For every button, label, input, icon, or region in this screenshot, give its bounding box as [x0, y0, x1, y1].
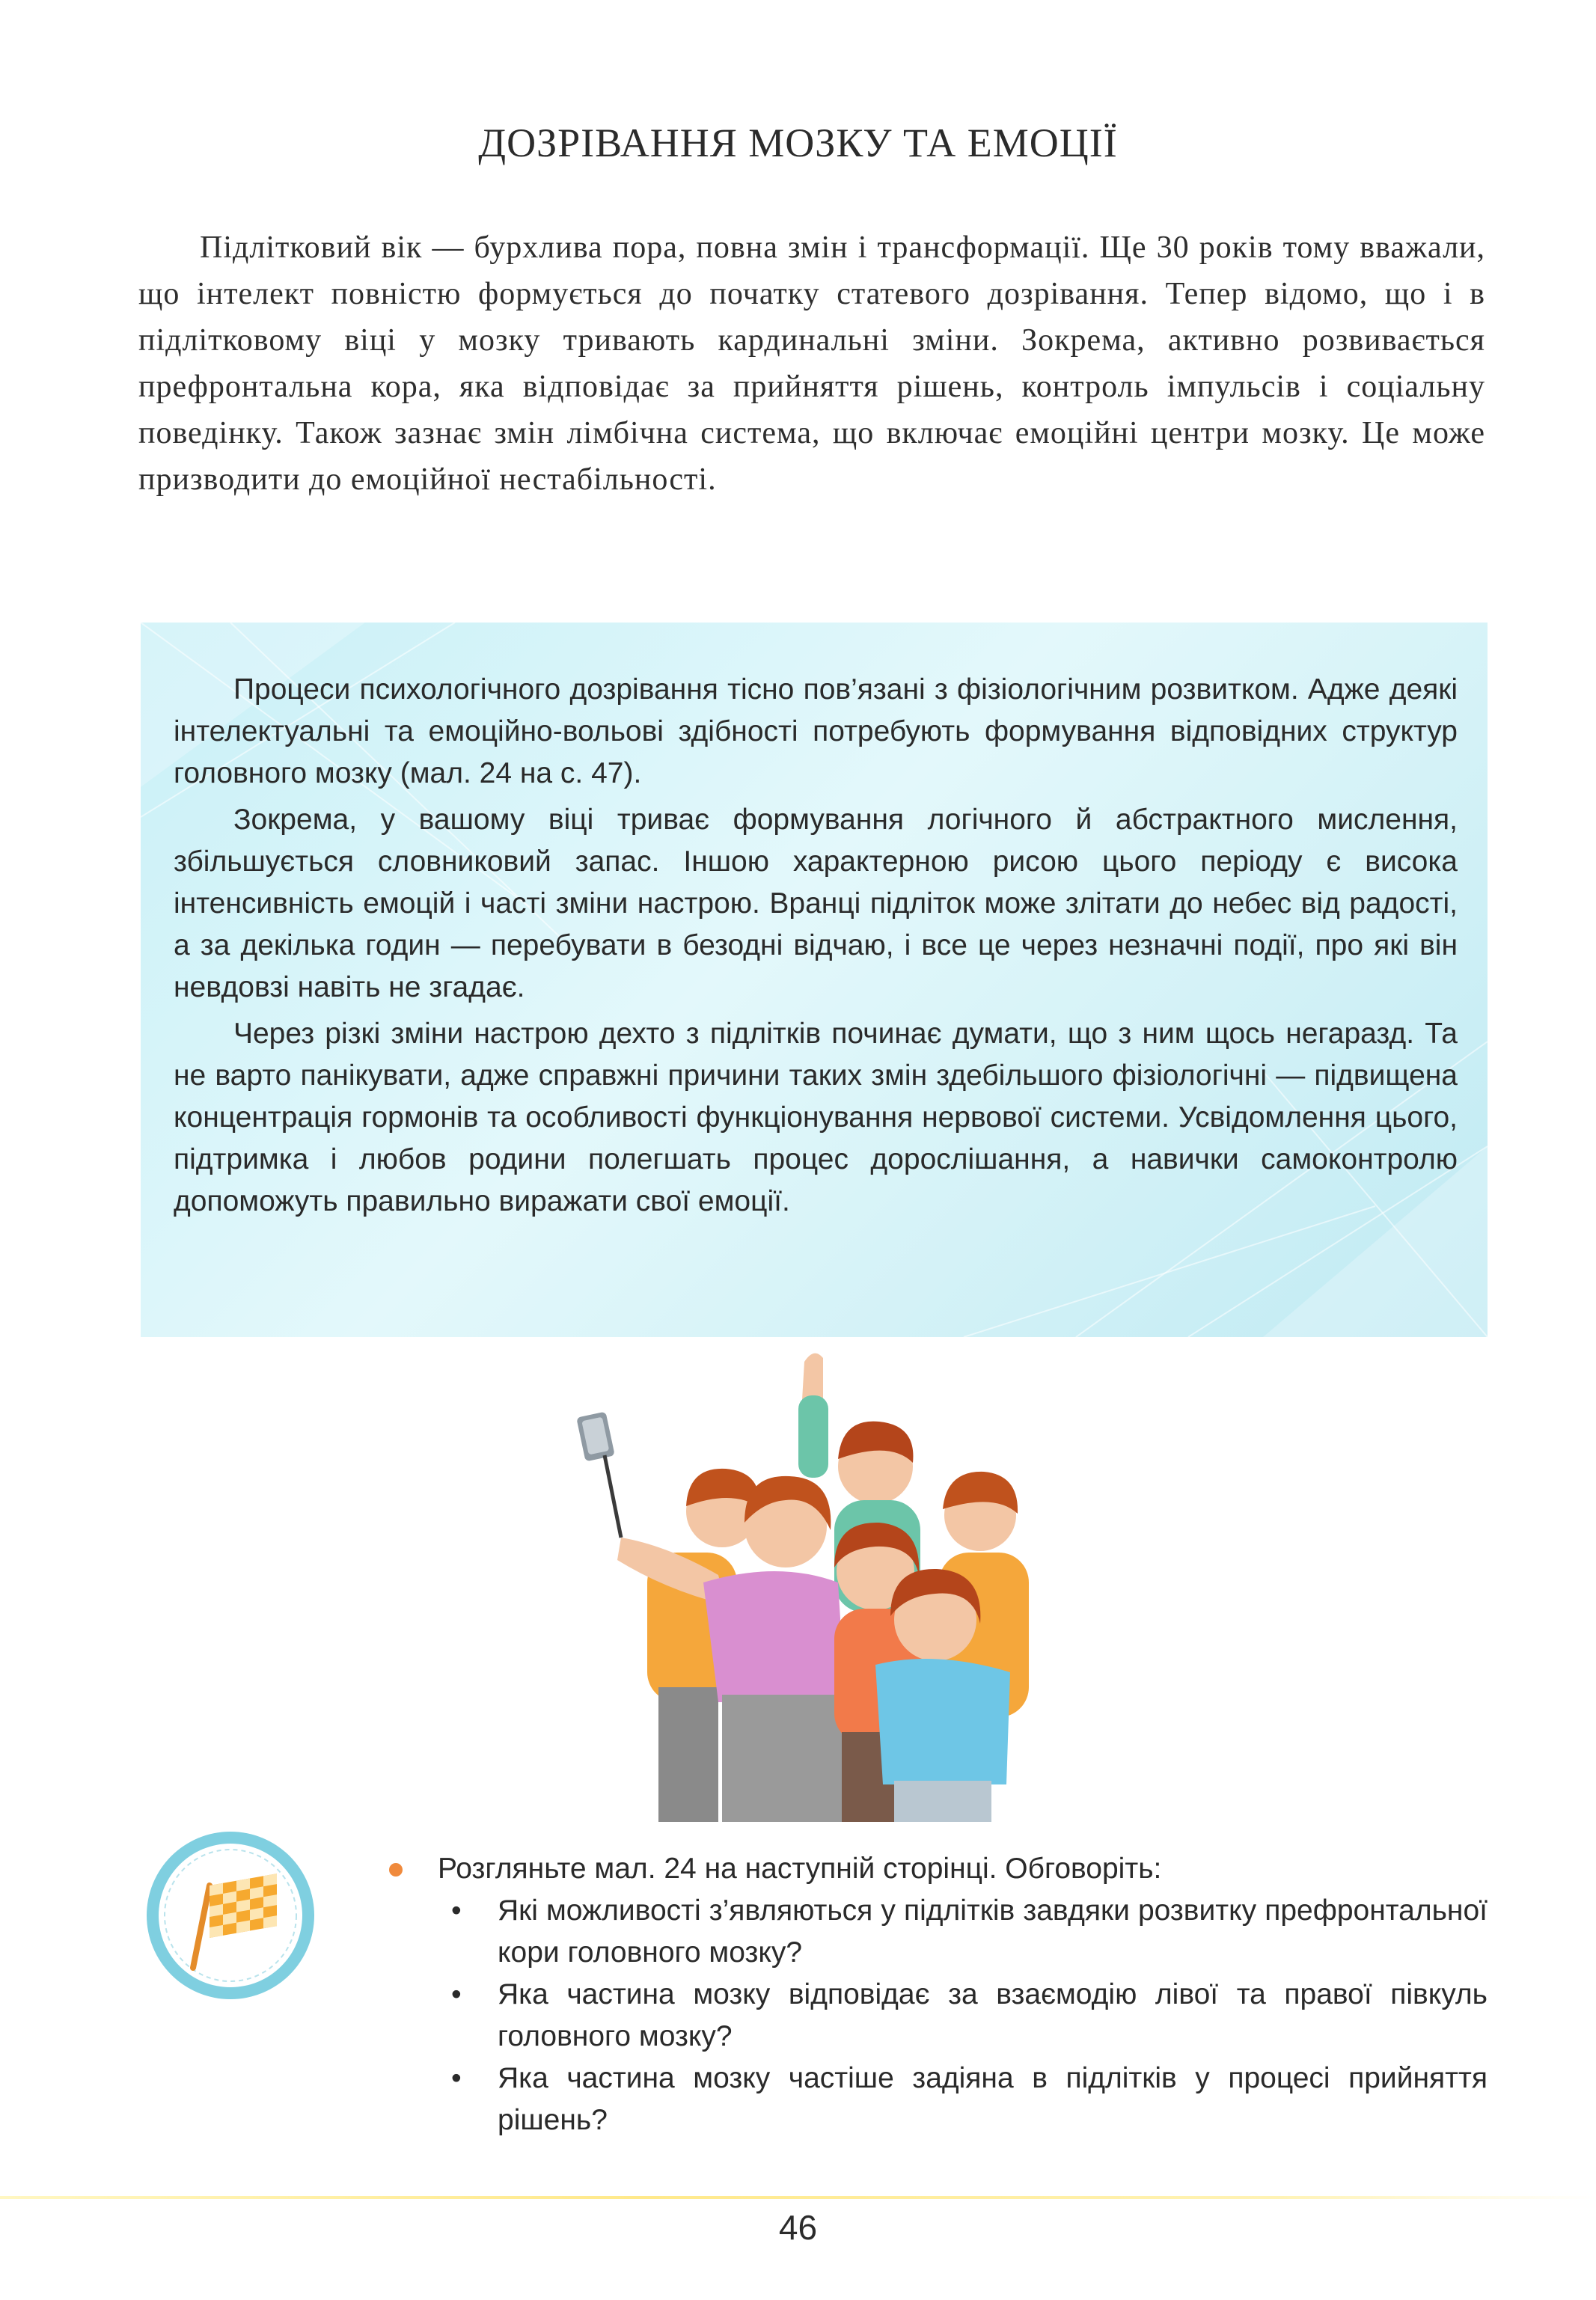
info-paragraph-3: Через різкі зміни настрою дехто з підлітків починає думати, що з ним щось негаразд. Та не варто панікувати, адже справжні причини таких змін здебільшого фізіологічні — підвищена концентрація гормонів та особливості функціонування нервової системи. Усвідомлення цього, підтримка і любов родини полегшать процес дорослішання, а навички самоконтролю допоможуть правильно виражати свої емоції.	[174, 1018, 1458, 1217]
info-box-text	[174, 669, 1458, 1227]
page-number: 46	[778, 2208, 818, 2247]
discussion-questions	[389, 1848, 1488, 2141]
orange-bullet-icon	[389, 1863, 403, 1877]
footer-divider	[0, 2196, 1596, 2199]
page-title: ДОЗРІВАННЯ МОЗКУ ТА ЕМОЦІЇ	[478, 120, 1118, 165]
questions-list	[389, 1890, 1488, 2141]
questions-lead-text: Розгляньте мал. 24 на наступній сторінці. Обговоріть:	[438, 1853, 1162, 1885]
question-item-1: • Які можливості з’являються у підлітків завдяки розвитку префронтальної кори головного мозку?	[438, 1890, 1488, 1974]
info-box	[141, 623, 1488, 1337]
info-paragraph-1: Процеси психологічного дозрівання тісно пов’язані з фізіологічним розвитком. Адже деякі інтелектуальні та емоційно-вольові здібності потребують формування відповідних структур головного мозку (мал. 24 на с. 47).	[174, 673, 1458, 789]
info-paragraph-2: Зокрема, у вашому віці триває формування логічного й абстрактного мислення, збільшується словниковий запас. Іншою характерною рисою цього періоду є висока інтенсивність емоцій і часті зміни настрою. Вранці підліток може злітати до небес від радості, а за декілька годин — перебувати в безодні відчаю, і все це через незначні події, про які він невдовзі навіть не згадає.	[174, 804, 1458, 1003]
intro-paragraph: Підлітковий вік — бурхлива пора, повна змін і трансформації. Ще 30 років тому вважали, що інтелект повністю формується до початку статевого дозрівання. Тепер відомо, що і в підлітковому віці у мозку тривають кардинальні зміни. Зокрема, активно розвивається префронтальна кора, яка відповідає за прийняття рішень, контроль імпульсів і соціальну поведінку. Також зазнає змін лімбічна система, що включає емоційні центри мозку. Це може призводити до емоційної нестабільності.	[138, 230, 1485, 497]
question-item-3: • Яка частина мозку частіше задіяна в підлітків у процесі прийняття рішень?	[438, 2058, 1488, 2141]
questions-lead	[389, 1848, 1488, 1890]
question-item-2: • Яка частина мозку відповідає за взаємодію лівої та правої півкуль головного мозку?	[438, 1974, 1488, 2058]
group-selfie-illustration	[576, 1343, 1055, 1826]
checkered-flag-icon	[141, 1826, 320, 2009]
